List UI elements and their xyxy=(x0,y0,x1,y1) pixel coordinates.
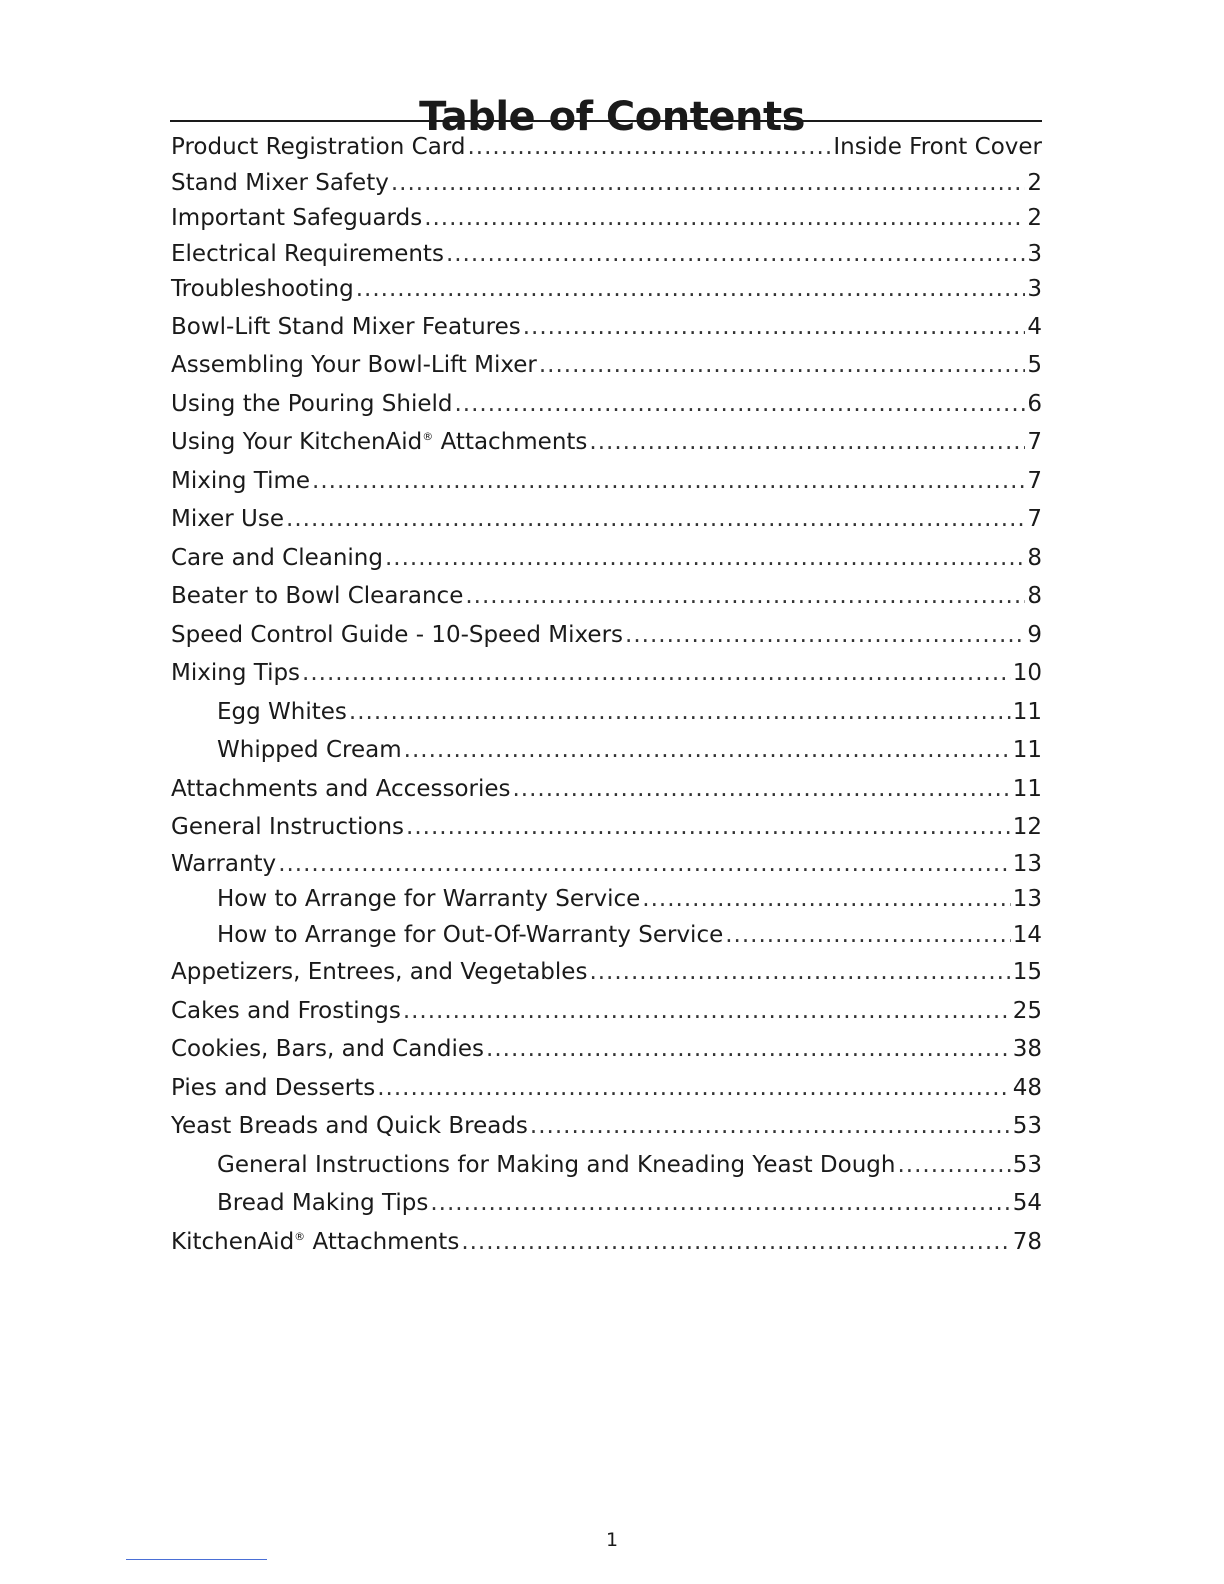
toc-entry-title: Pies and Desserts xyxy=(171,1074,376,1101)
toc-entry-title-suffix: Attachments xyxy=(305,1228,460,1255)
toc-entry-label xyxy=(171,577,463,616)
toc-entry-page: 7 xyxy=(1027,506,1042,532)
footer-divider xyxy=(126,1559,267,1560)
toc-entry-label xyxy=(217,882,640,918)
toc-entry xyxy=(171,237,1042,273)
toc-entry xyxy=(171,346,1042,385)
dot-leader xyxy=(404,731,1011,770)
toc-entry-label xyxy=(217,693,347,732)
toc-entry-page: 7 xyxy=(1027,429,1042,455)
toc-entry xyxy=(171,731,1042,770)
toc-entry-title: Beater to Bowl Clearance xyxy=(171,583,464,609)
toc-entry-label xyxy=(171,1223,459,1262)
dot-leader xyxy=(302,654,1011,693)
dot-leader xyxy=(403,992,1011,1031)
dot-leader xyxy=(424,201,1025,237)
dot-leader xyxy=(446,237,1025,273)
toc-entry-title: How to Arrange for Warranty Service xyxy=(217,886,641,912)
toc-entry-title: Yeast Breads and Quick Breads xyxy=(171,1113,528,1139)
toc-entry-label xyxy=(171,272,354,308)
dot-leader xyxy=(625,616,1025,655)
dot-leader xyxy=(486,1030,1011,1069)
toc-entry-label xyxy=(171,808,404,847)
dot-leader xyxy=(589,953,1010,992)
toc-entry-title: Speed Control Guide - 10-Speed Mixers xyxy=(171,621,624,648)
dot-leader xyxy=(286,500,1025,539)
dot-leader xyxy=(312,462,1025,501)
toc-entry-label xyxy=(171,847,276,883)
toc-entry-label xyxy=(171,770,511,809)
toc-entry-title: Whipped Cream xyxy=(217,737,402,763)
dot-leader xyxy=(897,1146,1010,1185)
toc-entry xyxy=(171,423,1042,462)
dot-leader xyxy=(589,423,1025,462)
toc-entry xyxy=(171,654,1042,693)
toc-entry-label xyxy=(217,1184,428,1223)
toc-entry-title: Mixer Use xyxy=(171,506,285,532)
toc-entry-label xyxy=(171,308,521,347)
toc-entry-label xyxy=(171,130,465,166)
toc-entry-page: 13 xyxy=(1012,886,1042,912)
toc-entry xyxy=(171,1030,1042,1069)
toc-entry-title: Stand Mixer Safety xyxy=(171,169,389,196)
toc-entry-label xyxy=(171,385,453,424)
toc-entry-page: 53 xyxy=(1012,1151,1042,1178)
toc-entry-label xyxy=(171,166,389,202)
toc-entry-title: Mixing Time xyxy=(171,467,311,494)
toc-entry-title: Bread Making Tips xyxy=(217,1190,429,1216)
toc-entry-page: 2 xyxy=(1027,205,1042,231)
toc-entry-page: 4 xyxy=(1027,313,1042,340)
toc-entry-page: 7 xyxy=(1027,467,1042,494)
dot-leader xyxy=(513,770,1011,809)
toc-entry-title: Cakes and Frostings xyxy=(171,997,401,1024)
toc-entry xyxy=(171,272,1042,308)
toc-entry-page: 54 xyxy=(1012,1190,1042,1216)
toc-entry-title: Troubleshooting xyxy=(171,276,354,302)
toc-entry-label xyxy=(171,992,401,1031)
toc-entry xyxy=(171,385,1042,424)
dot-leader xyxy=(356,272,1026,308)
toc-entry-page: 8 xyxy=(1027,583,1042,609)
toc-entry xyxy=(171,308,1042,347)
toc-entry xyxy=(171,577,1042,616)
toc-entry xyxy=(171,992,1042,1031)
toc-entry xyxy=(171,770,1042,809)
toc-entry-title: General Instructions xyxy=(171,814,405,840)
toc-entry-title: Using Your KitchenAid xyxy=(171,429,423,455)
dot-leader xyxy=(385,539,1025,578)
toc-entry-title: Mixing Tips xyxy=(171,660,301,686)
toc-entry xyxy=(171,539,1042,578)
toc-entry-page: 6 xyxy=(1027,390,1042,417)
toc-entry-page: 13 xyxy=(1012,850,1042,877)
dot-leader xyxy=(430,1184,1010,1223)
page-number: 1 xyxy=(605,1529,619,1551)
toc-entry-title: Using the Pouring Shield xyxy=(171,390,453,417)
toc-entry-title: Electrical Requirements xyxy=(171,240,444,267)
toc-entry-title: Egg Whites xyxy=(217,698,347,725)
toc-entry xyxy=(171,616,1042,655)
toc-entry-title: How to Arrange for Out-Of-Warranty Service xyxy=(217,921,724,948)
dot-leader xyxy=(725,918,1010,954)
toc-entry-page: 48 xyxy=(1012,1074,1042,1101)
toc-entry-title: Bowl-Lift Stand Mixer Features xyxy=(171,313,521,340)
toc-entry-page: 53 xyxy=(1012,1113,1042,1139)
toc-entry-title: KitchenAid xyxy=(171,1228,295,1255)
toc-entry-label xyxy=(171,953,587,992)
registered-mark: ® xyxy=(422,430,434,443)
toc-entry-label xyxy=(217,731,402,770)
toc-entry-label xyxy=(171,346,537,385)
toc-entry xyxy=(171,462,1042,501)
toc-entry-page: 78 xyxy=(1012,1228,1042,1255)
dot-leader xyxy=(523,308,1026,347)
toc-entry xyxy=(171,847,1042,883)
toc-entry-page: 8 xyxy=(1027,544,1042,571)
dot-leader xyxy=(455,385,1026,424)
toc-entry-title: Appetizers, Entrees, and Vegetables xyxy=(171,959,588,985)
toc-entry-title: Care and Cleaning xyxy=(171,544,383,571)
toc-entry-title: Assembling Your Bowl-Lift Mixer xyxy=(171,352,537,378)
toc-entry-label xyxy=(171,1107,528,1146)
toc-entry-label xyxy=(171,423,587,462)
table-of-contents xyxy=(171,130,1042,1261)
toc-entry-page: 14 xyxy=(1012,921,1042,948)
toc-entry-page: 11 xyxy=(1012,737,1042,763)
toc-entry-page: 3 xyxy=(1027,240,1042,267)
title-underline xyxy=(170,120,1042,122)
toc-entry xyxy=(171,1184,1042,1223)
toc-entry-label xyxy=(171,500,284,539)
toc-entry-label xyxy=(171,539,383,578)
registered-mark: ® xyxy=(294,1229,306,1243)
dot-leader xyxy=(530,1107,1011,1146)
toc-entry-title: Important Safeguards xyxy=(171,205,423,231)
toc-entry-page: 38 xyxy=(1012,1036,1042,1062)
toc-entry-title: Attachments and Accessories xyxy=(171,775,511,802)
toc-entry-label xyxy=(171,201,422,237)
toc-entry xyxy=(171,500,1042,539)
dot-leader xyxy=(278,847,1011,883)
toc-entry-label xyxy=(171,237,444,273)
toc-entry-label xyxy=(171,616,623,655)
toc-entry xyxy=(171,1223,1042,1262)
toc-entry xyxy=(171,918,1042,954)
toc-entry-page: 25 xyxy=(1012,997,1042,1024)
toc-entry-label xyxy=(171,462,310,501)
toc-entry-page: 15 xyxy=(1012,959,1042,985)
dot-leader xyxy=(642,882,1010,918)
toc-entry-title: Warranty xyxy=(171,850,277,877)
toc-entry-label xyxy=(171,654,300,693)
dot-leader xyxy=(465,577,1025,616)
toc-entry-label xyxy=(171,1030,484,1069)
toc-entry xyxy=(171,1146,1042,1185)
toc-entry-label xyxy=(217,918,723,954)
toc-entry xyxy=(171,693,1042,732)
toc-entry xyxy=(171,882,1042,918)
toc-entry xyxy=(171,1107,1042,1146)
dot-leader xyxy=(539,346,1026,385)
toc-entry-title: Cookies, Bars, and Candies xyxy=(171,1036,485,1062)
toc-entry-page: 9 xyxy=(1027,621,1042,648)
toc-entry-title: Product Registration Card xyxy=(171,134,466,160)
toc-entry-page: 3 xyxy=(1027,276,1042,302)
dot-leader xyxy=(461,1223,1010,1262)
toc-entry xyxy=(171,130,1042,166)
toc-entry xyxy=(171,166,1042,202)
toc-entry-page: 5 xyxy=(1027,352,1042,378)
toc-entry-page: Inside Front Cover xyxy=(833,134,1042,160)
toc-entry xyxy=(171,808,1042,847)
toc-entry-title: General Instructions for Making and Kneading Yeast Dough xyxy=(217,1151,896,1178)
dot-leader xyxy=(467,130,831,166)
toc-entry-label xyxy=(217,1146,895,1185)
toc-entry-page: 10 xyxy=(1012,660,1042,686)
toc-entry-page: 11 xyxy=(1012,698,1042,725)
page-title: Table of Contents xyxy=(419,93,805,140)
toc-entry xyxy=(171,1069,1042,1108)
toc-entry-page: 2 xyxy=(1027,169,1042,196)
dot-leader xyxy=(406,808,1011,847)
toc-entry xyxy=(171,201,1042,237)
toc-entry-page: 11 xyxy=(1012,775,1042,802)
dot-leader xyxy=(377,1069,1011,1108)
toc-entry-label xyxy=(171,1069,375,1108)
dot-leader xyxy=(391,166,1026,202)
toc-entry-title-suffix: Attachments xyxy=(433,429,588,455)
toc-entry xyxy=(171,953,1042,992)
toc-entry-page: 12 xyxy=(1012,814,1042,840)
dot-leader xyxy=(349,693,1011,732)
